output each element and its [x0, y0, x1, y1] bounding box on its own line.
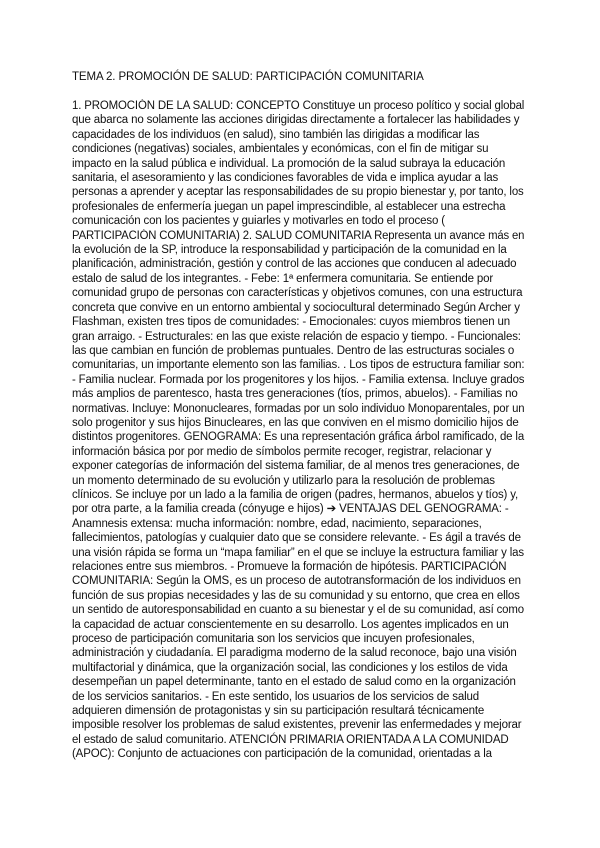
body-line: comunidad grupo de personas con características y objetivos comunes, con una estructura [72, 287, 523, 300]
body-line: COMUNITARIA: Según la OMS, es un proceso de autotransformación de los individuos en [72, 575, 521, 588]
document-body [72, 99, 524, 762]
body-line: un momento determinado de su evolución y utilizarlo para la resolución de problemas [72, 474, 495, 487]
body-line: normativas. Incluye: Mononucleares, formadas por un solo individuo Monoparentales, por un [72, 402, 525, 415]
body-line: la capacidad de actuar conscientemente en su desarrollo. Los agentes implicados en un [72, 618, 509, 631]
body-line: comunitarias, un importante elemento son las familias. . Los tipos de estructura familiar son: [72, 359, 525, 372]
body-line: administración y ciudadanía. El paradigma moderno de la salud reconoce, bajo una visión [72, 647, 517, 660]
body-line: profesionales de enfermería juegan un papel imprescindible, al establecer una estrecha [72, 200, 506, 213]
body-line: las que cambian en función de problemas puntuales. Dentro de las estructuras sociales o [72, 344, 515, 357]
body-line: distintos progenitores. GENOGRAMA: Es una representación gráfica árbol ramificado, de la [72, 431, 525, 444]
body-line: adquieren dimensión de protagonistas y sin su participación resultará técnicamente [72, 705, 485, 718]
body-line: por otra parte, a la familia creada (cónyuge e hijos) ➔ VENTAJAS DEL GENOGRAMA: - [72, 503, 509, 516]
body-line: relaciones entre sus miembros. - Promueve la formación de hipótesis. PARTICIPACIÓN [72, 561, 507, 573]
body-line: Flashman, existen tres tipos de comunidades: - Emocionales: cuyos miembros tienen un [72, 316, 511, 329]
body-line: solo progenitor y sus hijos Binucleares, en las que conviven en el mismo domicilio hijos de [72, 416, 519, 429]
body-line: estalo de salud de los integrantes. - Febe: 1ª enfermera comunitaria. Se entiende por [72, 272, 494, 285]
body-line: personas a aprender y aceptar las responsabilidades de su propio bienestar y, por tanto, los [72, 186, 524, 199]
body-line: proceso de participación comunitaria son los servicios que incuyen profesionales, [72, 633, 475, 646]
body-line: información básica por por medio de símbolos permite recoger, registrar, relacionar y [72, 445, 492, 458]
body-line: 1. PROMOCIÓN DE LA SALUD: CONCEPTO Constituye un proceso político y social global [72, 100, 525, 112]
body-line: clínicos. Se incluye por un lado a la familia de origen (padres, hermanos, abuelos y tíos) y, [72, 488, 519, 501]
body-line: gran arraigo. - Estructurales: en las que existe relación de espacio y tiempo. - Funcionales: [72, 330, 521, 343]
body-line: Anamnesis extensa: mucha información: nombre, edad, nacimiento, separaciones, [72, 517, 482, 530]
body-line: sanitaria, el asesoramiento y las condiciones favorables de vida e implica ayudar a las [72, 172, 499, 185]
body-line: función de sus propias necesidades y las de su comunidad y su entorno, que crea en ellos [72, 589, 520, 602]
body-line: el estado de salud comunitario. ATENCIÓN PRIMARIA ORIENTADA A LA COMUNIDAD [72, 733, 509, 746]
document-title: TEMA 2. PROMOCIÓN DE SALUD: PARTICIPACIÓN COMUNITARIA [72, 71, 424, 83]
body-line: concreta que convive en un entorno ambiental y sociocultural determinado Según Archer y [72, 301, 520, 314]
body-line: que abarca no solamente las acciones dirigidas directamente a fortalecer las habilidades y [72, 114, 520, 127]
body-line: de los servicios sanitarios. - En este sentido, los usuarios de los servicios de salud [72, 690, 480, 703]
body-line: - Familia nuclear. Formada por los progenitores y los hijos. - Familia extensa. Incluye grados [72, 373, 525, 386]
body-line: más amplios de parentesco, hasta tres generaciones (tíos, primos, abuelos). - Familias no [72, 388, 518, 401]
body-line: (APOC): Conjunto de actuaciones con participación de la comunidad, orientadas a la [72, 748, 492, 761]
body-line: una visión rápida se forma un “mapa familiar” en el que se incluye la estructura familiar y las [72, 546, 524, 559]
body-line: fallecimientos, patologías y cualquier dato que se considere relevante. - Es ágil a través de [72, 532, 521, 545]
body-line: comunicación con los pacientes y guiarles y motivarles en todo el proceso ( [72, 215, 445, 228]
body-line: impacto en la salud pública e individual. La promoción de la salud subraya la educación [72, 157, 506, 170]
body-line: un sentido de autoresponsabilidad en cuanto a su bienestar y el de su comunidad, así como [72, 604, 524, 617]
body-line: multifactorial y dinámica, que la organización social, las condiciones y los estilos de vida [72, 661, 508, 674]
body-line: PARTICIPACIÓN COMUNITARIA) 2. SALUD COMUNITARIA Representa un avance más en [72, 229, 525, 242]
body-line: exponer categorías de información del sistema familiar, de al menos tres generaciones, de [72, 460, 520, 473]
body-line: imposible resolver los problemas de salud existentes, prevenir las enfermedades y mejorar [72, 719, 522, 732]
body-line: la evolución de la SP, introduce la responsabilidad y participación de la comunidad en la [72, 244, 507, 257]
body-line: condiciones (negativas) sociales, ambientales y económicas, con el fin de mitigar su [72, 143, 489, 156]
body-line: desempeñan un papel determinante, tanto en el estado de salud como en la organización [72, 676, 516, 689]
body-line: planificación, administración, gestión y control de las acciones que conducen al adecuado [72, 258, 517, 271]
body-line: capacidades de los individuos (en salud), sino también las dirigidas a modificar las [72, 128, 480, 141]
